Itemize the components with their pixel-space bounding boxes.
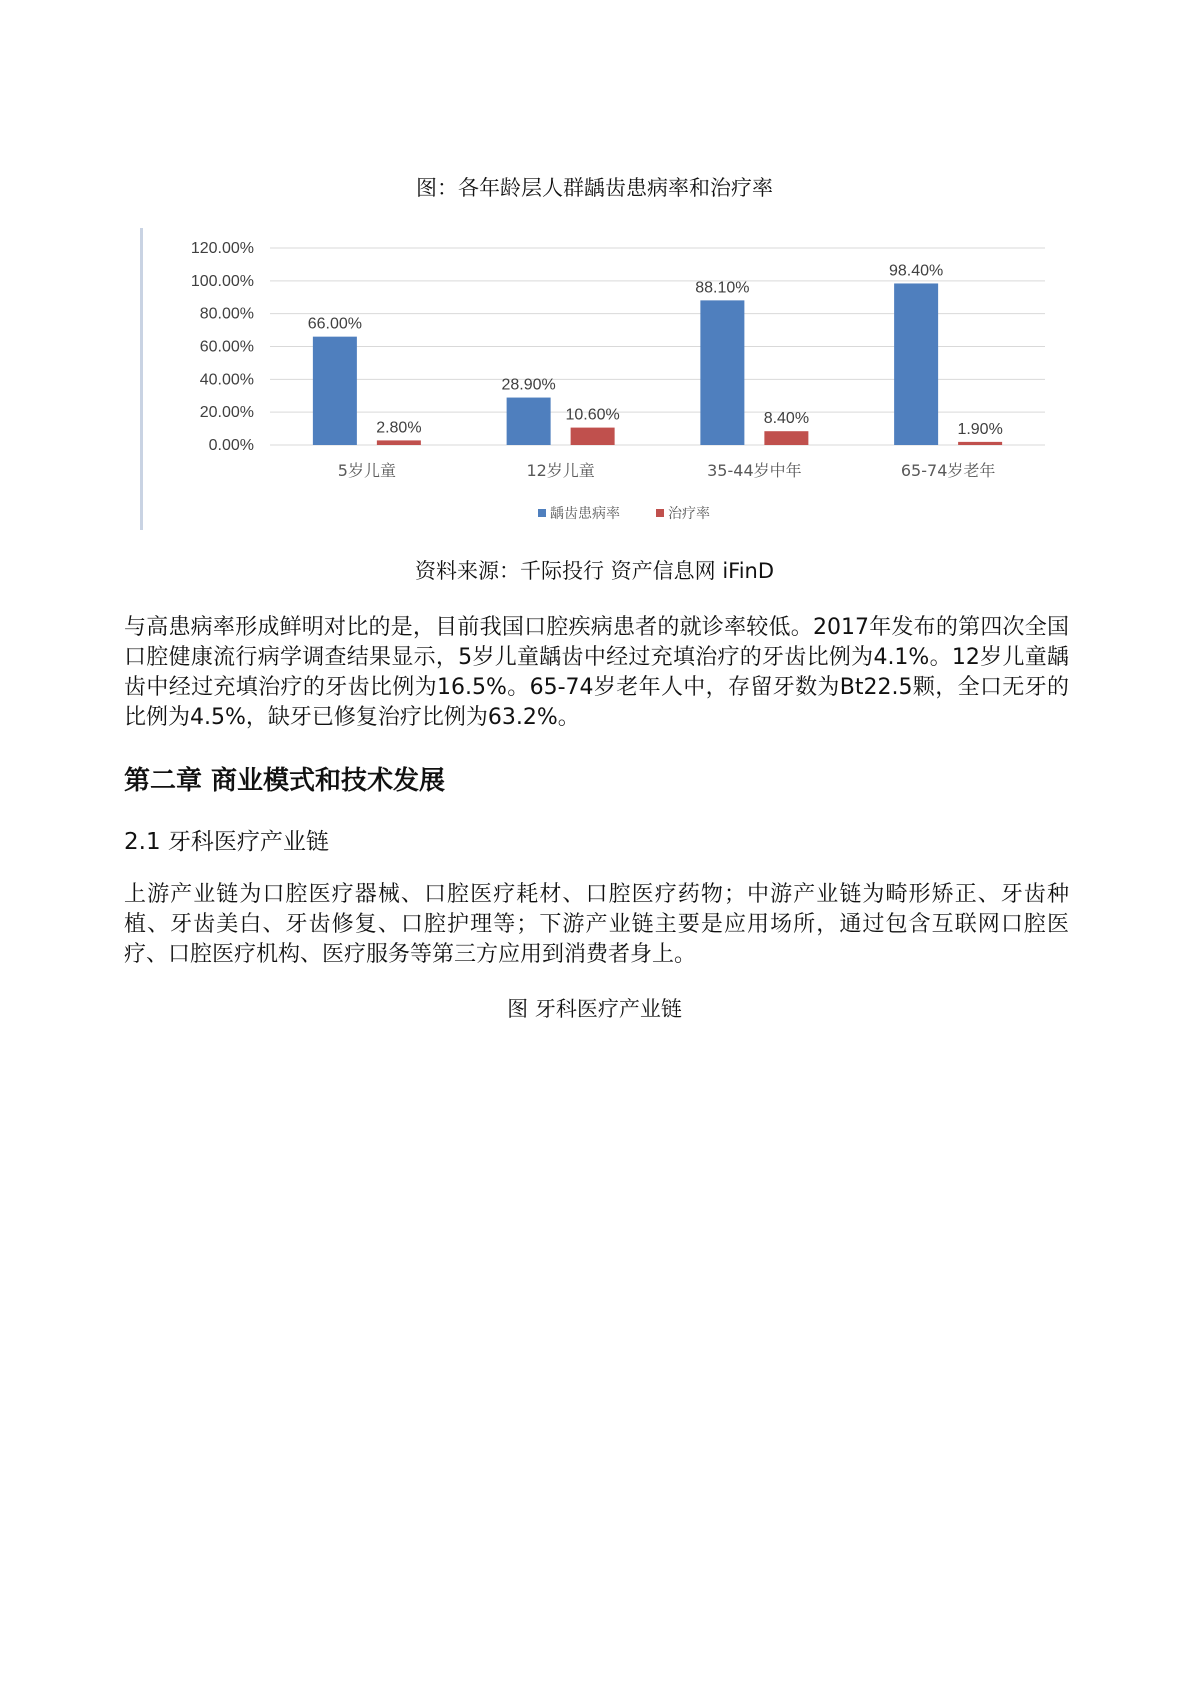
bar-treatment — [958, 442, 1002, 445]
data-label: 8.40% — [763, 410, 810, 428]
y-tick-label: 0.00% — [208, 437, 254, 454]
bar-caries — [313, 337, 357, 445]
section-title: 2.1 牙科医疗产业链 — [124, 829, 329, 855]
data-label: 66.00% — [307, 315, 363, 333]
chapter-title: 第二章 商业模式和技术发展 — [124, 766, 446, 796]
paragraph-industry-chain: 上游产业链为口腔医疗器械、口腔医疗耗材、口腔医疗药物；中游产业链为畸形矫正、牙齿种植、牙齿美白、牙齿修复、口腔护理等；下游产业链主要是应用场所，通过包含互联网口腔医疗、口腔医疗机构、医疗服务等第三方应用到消费者身上。 — [124, 882, 1069, 967]
bar-treatment — [377, 440, 421, 445]
y-tick-label: 100.00% — [190, 272, 254, 290]
data-label: 28.90% — [501, 376, 556, 394]
figure-caption: 图：各年龄层人群龋齿患病率和治疗率 — [416, 176, 773, 200]
bar-caries — [894, 283, 938, 445]
paragraph-treatment-rate: 与高患病率形成鲜明对比的是，目前我国口腔疾病患者的就诊率较低。2017年发布的第四次全国口腔健康流行病学调查结果显示，5岁儿童龋齿中经过充填治疗的牙齿比例为4.1%。12岁儿童龋齿中经过充填治疗的牙齿比例为16.5%。65-74岁老年人中，存留牙数为Bt22.5颗，全口无牙的比例为4.5%，缺牙已修复治疗比例为63.2%。 — [124, 615, 1069, 730]
legend-label: 龋齿患病率 — [550, 506, 620, 522]
data-label: 88.10% — [695, 279, 750, 297]
bar-treatment — [571, 428, 615, 445]
figure-source: 资料来源：千际投行 资产信息网 iFinD — [414, 559, 775, 583]
x-tick-label: 5岁儿童 — [337, 461, 396, 480]
y-tick-label: 80.00% — [199, 305, 254, 323]
legend-swatch-caries — [538, 509, 546, 517]
y-tick-label: 120.00% — [190, 240, 254, 257]
x-tick-label: 35-44岁中年 — [707, 461, 802, 480]
bar-caries — [700, 300, 744, 445]
y-tick-label: 60.00% — [199, 338, 254, 356]
bar-treatment — [764, 431, 808, 445]
caries-bar-chart — [140, 228, 1050, 530]
data-label: 98.40% — [888, 262, 944, 280]
figure-caption-industry-chain: 图 牙科医疗产业链 — [507, 997, 682, 1021]
legend-label: 治疗率 — [668, 506, 710, 522]
x-tick-label: 12岁儿童 — [526, 461, 595, 480]
bar-caries — [507, 398, 551, 445]
x-tick-label: 65-74岁老年 — [900, 461, 996, 480]
data-label: 1.90% — [957, 420, 1003, 438]
data-label: 2.80% — [376, 419, 422, 437]
data-label: 10.60% — [565, 406, 620, 424]
y-tick-label: 20.00% — [199, 404, 254, 422]
chart-left-border — [140, 228, 143, 530]
legend-swatch-treatment — [656, 509, 664, 517]
y-tick-label: 40.00% — [199, 371, 254, 389]
